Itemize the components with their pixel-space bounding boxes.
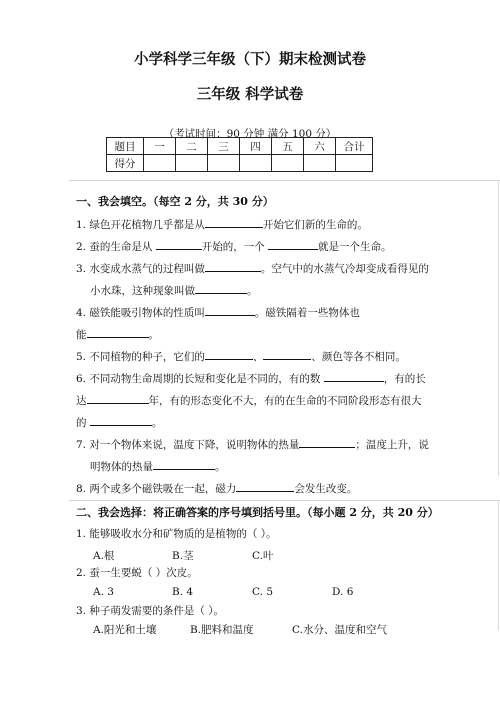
question-1: 1. 绿色开花植物几乎都是从 开始它们新的生命的。 bbox=[76, 216, 368, 232]
question-3: 3. 水变成水蒸气的过程叫做 。空气中的水蒸气冷却变成看得见的 bbox=[76, 260, 429, 276]
choice-question-2: 2. 蚕一生要蜕（ ）次皮。 bbox=[76, 567, 198, 579]
option-a[interactable]: A.根 bbox=[93, 550, 115, 562]
page-title: 小学科学三年级（下）期末检测试卷 bbox=[134, 51, 366, 68]
question-6: 6. 不同动物生命周期的长短和变化是不同的，有的数 ，有的长 bbox=[76, 370, 426, 386]
score-table-column: 一 bbox=[144, 138, 176, 155]
score-cell[interactable] bbox=[336, 155, 373, 172]
score-cell[interactable] bbox=[144, 155, 176, 172]
score-cell[interactable] bbox=[272, 155, 304, 172]
page-edge-line bbox=[498, 180, 499, 476]
question-4: 4. 磁铁能吸引物体的性质叫 。磁铁隔着一些物体也 bbox=[76, 304, 360, 320]
question-3-continued: 小水珠，这种现象叫做 。 bbox=[90, 282, 258, 298]
option-c[interactable]: C. 5 bbox=[252, 586, 274, 598]
answer-blank[interactable] bbox=[90, 414, 152, 426]
question-5: 5. 不同植物的种子，它们的 、 、颜色等各不相同。 bbox=[76, 348, 406, 364]
option-a[interactable]: A. 3 bbox=[93, 586, 114, 598]
question-6-continued-2: 的 。 bbox=[76, 414, 162, 430]
question-8: 8. 两个或多个磁铁吸在一起，磁力 会发生改变。 bbox=[76, 480, 357, 496]
answer-blank[interactable] bbox=[324, 370, 384, 382]
option-d[interactable]: D. 6 bbox=[332, 586, 354, 598]
answer-blank[interactable] bbox=[205, 260, 261, 272]
answer-blank[interactable] bbox=[236, 480, 294, 492]
option-b[interactable]: B.茎 bbox=[172, 550, 194, 562]
choice-question-3: 3. 种子萌发需要的条件是（ ）。 bbox=[76, 605, 224, 617]
page-edge-line bbox=[498, 500, 499, 630]
score-cell[interactable] bbox=[176, 155, 208, 172]
answer-blank[interactable] bbox=[299, 436, 355, 448]
score-cell[interactable] bbox=[304, 155, 336, 172]
choice-question-1: 1. 能够吸收水分和矿物质的是植物的（ ）。 bbox=[76, 528, 277, 540]
question-6-continued: 达 年，有的形态变化不大，有的在生命的不同阶段形态有很大 bbox=[76, 392, 422, 408]
section-divider bbox=[69, 180, 500, 181]
score-cell[interactable] bbox=[240, 155, 272, 172]
page-subtitle: 三年级 科学试卷 bbox=[196, 86, 304, 103]
option-b[interactable]: B.肥料和温度 bbox=[190, 624, 254, 636]
question-7-continued: 明物体的热量 。 bbox=[90, 458, 226, 474]
score-table-column: 三 bbox=[208, 138, 240, 155]
option-a[interactable]: A.阳光和土壤 bbox=[93, 624, 157, 636]
answer-blank[interactable] bbox=[263, 348, 311, 360]
score-table-column: 六 bbox=[304, 138, 336, 155]
question-7: 7. 对一个物体来说，温度下降，说明物体的热量 ；温度上升，说 bbox=[76, 436, 429, 452]
score-cell[interactable] bbox=[208, 155, 240, 172]
option-c[interactable]: C.水分、温度和空气 bbox=[292, 624, 387, 636]
question-2: 2. 蚕的生命是从 开始的，一个 就是一个生命。 bbox=[76, 238, 392, 254]
option-c[interactable]: C.叶 bbox=[252, 550, 274, 562]
score-table-column: 五 bbox=[272, 138, 304, 155]
section1-heading: 一、我会填空。（每空 2 分，共 30 分） bbox=[76, 195, 274, 208]
option-b[interactable]: B. 4 bbox=[172, 586, 194, 598]
exam-info: （考试时间：90 分钟 满分 100 分） bbox=[163, 128, 337, 140]
section2-heading: 二、我会选择：将正确答案的序号填到括号里。（每小题 2 分，共 20 分） bbox=[76, 506, 439, 519]
score-table-score-row bbox=[107, 155, 373, 172]
score-table-column: 二 bbox=[176, 138, 208, 155]
answer-blank[interactable] bbox=[205, 216, 263, 228]
answer-blank[interactable] bbox=[87, 392, 149, 404]
answer-blank[interactable] bbox=[268, 238, 318, 250]
answer-blank[interactable] bbox=[87, 326, 149, 338]
answer-blank[interactable] bbox=[195, 282, 247, 294]
score-table-column: 合计 bbox=[336, 138, 373, 155]
score-table-row-title: 得分 bbox=[107, 155, 144, 172]
score-table bbox=[106, 137, 373, 172]
score-table-header-row bbox=[107, 138, 373, 155]
answer-blank[interactable] bbox=[156, 238, 202, 250]
score-table-row-title: 题目 bbox=[107, 138, 144, 155]
question-4-continued: 能 。 bbox=[76, 326, 159, 342]
score-table-column: 四 bbox=[240, 138, 272, 155]
answer-blank[interactable] bbox=[205, 304, 255, 316]
answer-blank[interactable] bbox=[205, 348, 253, 360]
section-divider bbox=[69, 500, 500, 501]
answer-blank[interactable] bbox=[153, 458, 215, 470]
